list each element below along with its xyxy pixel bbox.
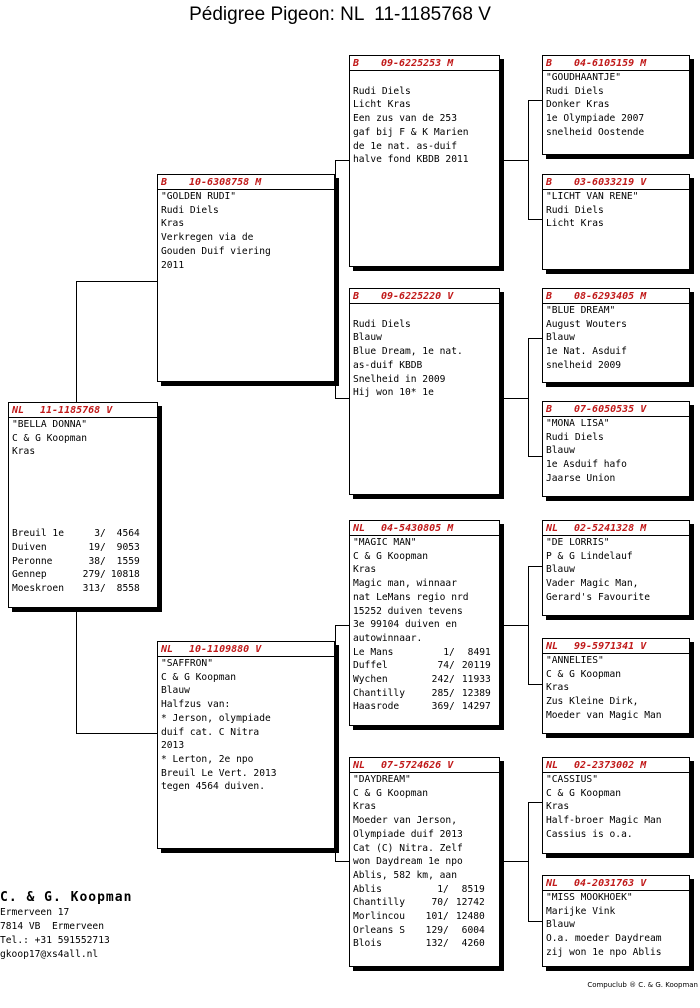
card-line: Zus Kleine Dirk, — [546, 696, 639, 708]
result-row: Orleans S 129 / 6004 — [353, 924, 485, 936]
card-line: Blauw — [353, 332, 382, 344]
card-header — [9, 404, 157, 418]
card-line: Blauw — [546, 919, 575, 931]
country-code: NL — [546, 641, 559, 652]
ring-number: 09-6225253 M — [381, 58, 454, 69]
card-line: P & G Lindelauf — [546, 550, 633, 562]
card-line: Rudi Diels — [546, 85, 604, 97]
card-header — [543, 290, 689, 304]
owner-phone: Tel.: +31 591552713 — [0, 935, 110, 946]
pigeon-card-mmf[interactable] — [542, 757, 690, 854]
card-line: 2013 — [161, 740, 185, 752]
card-line: Donker Kras — [546, 99, 610, 111]
pigeon-card-father[interactable] — [157, 174, 335, 382]
card-line: C & G Koopman — [546, 668, 622, 680]
owner-info — [0, 890, 132, 962]
card-line: C & G Koopman — [546, 787, 622, 799]
card-line: "SAFFRON" — [161, 658, 213, 669]
card-line: Breuil Le Vert. 2013 — [161, 767, 277, 779]
card-line: nat LeMans regio nrd — [353, 591, 469, 603]
card-line — [353, 304, 496, 318]
card-header — [543, 877, 689, 891]
result-row: Le Mans 1 / 8491 — [353, 646, 491, 658]
card-line: "ANNELIES" — [546, 655, 604, 666]
ring-number: 07-5724626 V — [381, 760, 454, 771]
card-line: Halfzus van: — [161, 699, 231, 711]
card-line: Rudi Diels — [353, 85, 411, 97]
ring-number: 04-6105159 M — [574, 58, 647, 69]
card-line: 1e Nat. Asduif — [546, 346, 627, 358]
card-line: 2011 — [161, 259, 185, 271]
card-header — [543, 403, 689, 417]
card-line: tegen 4564 duiven. — [161, 781, 265, 793]
card-header — [158, 176, 334, 190]
pigeon-card-ffm[interactable] — [542, 174, 690, 270]
card-line: Kras — [546, 682, 570, 694]
card-line: Licht Kras — [546, 218, 604, 230]
card-line: C & G Koopman — [353, 550, 429, 562]
card-line: Verkregen via de — [161, 232, 254, 244]
ring-number: 04-5430805 M — [381, 523, 454, 534]
card-header — [543, 759, 689, 773]
ring-number: 04-2031763 V — [574, 878, 647, 889]
card-line: C & G Koopman — [353, 787, 429, 799]
card-line: as-duif KBDB — [353, 359, 423, 371]
card-line: "LICHT VAN RENE" — [546, 191, 639, 202]
card-header — [350, 759, 499, 773]
card-line: Vader Magic Man, — [546, 578, 639, 590]
country-code: B — [546, 404, 553, 415]
card-line: Blauw — [546, 564, 575, 576]
result-row: Haasrode 369 / 14297 — [353, 701, 491, 713]
card-line: Ablis, 582 km, aan — [353, 869, 457, 881]
ring-number: 09-6225220 V — [381, 291, 454, 302]
pigeon-card-mfm[interactable] — [542, 638, 690, 734]
card-header — [350, 522, 499, 536]
country-code: B — [546, 177, 553, 188]
card-line: "GOUDHAANTJE" — [546, 72, 622, 83]
card-line: Snelheid in 2009 — [353, 373, 446, 385]
result-row: Chantilly 70 / 12742 — [353, 897, 485, 909]
card-line: * Lerton, 2e npo — [161, 753, 254, 765]
result-row: Ablis 1 / 8519 — [353, 883, 485, 895]
card-line: gaf bij F & K Marien — [353, 126, 469, 138]
card-line: Rudi Diels — [161, 204, 219, 216]
pigeon-card-mm[interactable] — [349, 757, 500, 967]
owner-postal: 7814 VB Ermerveen — [0, 921, 104, 932]
card-line: Marijke Vink — [546, 905, 616, 917]
pigeon-card-fff[interactable] — [542, 55, 690, 155]
card-line: Magic man, winnaar — [353, 578, 457, 590]
card-line: duif cat. C Nitra — [161, 726, 260, 738]
country-code: B — [546, 58, 553, 69]
ring-number: 08-6293405 M — [574, 291, 647, 302]
result-row: Morlincou 101 / 12480 — [353, 911, 485, 923]
country-code: NL — [353, 760, 366, 771]
pigeon-card-fm[interactable] — [349, 288, 500, 495]
card-line: Kras — [353, 564, 377, 576]
result-row: Wychen 242 / 11933 — [353, 674, 491, 686]
card-header — [543, 176, 689, 190]
card-line: Kras — [353, 801, 377, 813]
pigeon-card-ff[interactable] — [349, 55, 500, 267]
card-header — [543, 57, 689, 71]
pigeon-card-fmf[interactable] — [542, 288, 690, 383]
country-code: NL — [546, 878, 559, 889]
pigeon-card-mmm[interactable] — [542, 875, 690, 967]
card-line: zij won 1e npo Ablis — [546, 946, 662, 958]
country-code: NL — [353, 523, 366, 534]
result-row: Gennep 279 / 10818 — [12, 569, 140, 581]
country-code: B — [546, 291, 553, 302]
card-header — [543, 522, 689, 536]
card-line: Kras — [12, 446, 36, 458]
card-line: Blauw — [161, 685, 190, 697]
card-line: Gouden Duif viering — [161, 245, 271, 257]
card-line: August Wouters — [546, 318, 627, 330]
card-line — [353, 71, 496, 85]
card-line: "BELLA DONNA" — [12, 419, 88, 430]
card-header — [350, 290, 499, 304]
card-line: Moeder van Jerson, — [353, 815, 457, 827]
card-line: C & G Koopman — [12, 432, 88, 444]
result-row: Breuil 1e 3 / 4564 — [12, 528, 140, 540]
country-code: NL — [161, 644, 174, 655]
country-code: NL — [546, 760, 559, 771]
pigeon-card-mf[interactable] — [349, 520, 500, 726]
card-line: Licht Kras — [353, 99, 411, 111]
card-line: "MONA LISA" — [546, 418, 610, 429]
card-line: Kras — [546, 801, 570, 813]
result-row: Moeskroen 313 / 8558 — [12, 582, 140, 594]
ring-number: 99-5971341 V — [574, 641, 647, 652]
card-line: 15252 duiven tevens — [353, 605, 463, 617]
owner-email: gkoop17@xs4all.nl — [0, 949, 99, 960]
ring-number: 03-6033219 V — [574, 177, 647, 188]
result-row: Blois 132 / 4260 — [353, 938, 485, 950]
card-header — [350, 57, 499, 71]
ring-number: 10-6308758 M — [189, 177, 262, 188]
card-line: "DE LORRIS" — [546, 537, 610, 548]
card-line: * Jerson, olympiade — [161, 712, 271, 724]
card-line: Rudi Diels — [353, 318, 411, 330]
card-line: Olympiade duif 2013 — [353, 828, 463, 840]
card-line: Gerard's Favourite — [546, 591, 650, 603]
result-row: Chantilly 285 / 12389 — [353, 687, 491, 699]
result-row: Peronne 38 / 1559 — [12, 555, 140, 567]
card-line: Blue Dream, 1e nat. — [353, 346, 463, 358]
ring-number: 07-6050535 V — [574, 404, 647, 415]
card-line: Half-broer Magic Man — [546, 815, 662, 827]
card-line: Jaarse Union — [546, 472, 616, 484]
card-line: Cassius is o.a. — [546, 828, 633, 840]
pigeon-card-mother[interactable] — [157, 641, 335, 849]
card-line: autowinnaar. — [353, 632, 423, 644]
card-line: Kras — [161, 218, 185, 230]
card-line: Cat (C) Nitra. Zelf — [353, 842, 463, 854]
card-line: Een zus van de 253 — [353, 113, 457, 125]
card-line: Blauw — [546, 332, 575, 344]
ring-number: 10-1109880 V — [189, 644, 262, 655]
pigeon-card-fmm[interactable] — [542, 401, 690, 497]
ring-number: 02-2373002 M — [574, 760, 647, 771]
ring-number: 11-1185768 V — [40, 405, 113, 416]
country-code: B — [353, 291, 360, 302]
card-line: snelheid 2009 — [546, 359, 622, 371]
card-line: "MAGIC MAN" — [353, 537, 417, 548]
country-code: B — [353, 58, 360, 69]
result-row: Duiven 19 / 9053 — [12, 541, 140, 553]
card-line: Blauw — [546, 445, 575, 457]
owner-address: Ermerveen 17 — [0, 907, 70, 918]
card-line: Rudi Diels — [546, 431, 604, 443]
card-line: "GOLDEN RUDI" — [161, 191, 237, 202]
card-line: snelheid Oostende — [546, 126, 645, 138]
card-header — [543, 640, 689, 654]
card-line: Rudi Diels — [546, 204, 604, 216]
card-line: 1e Asduif hafo — [546, 459, 627, 471]
card-line: O.a. moeder Daydream — [546, 933, 662, 945]
card-line: halve fond KBDB 2011 — [353, 154, 469, 166]
card-line: "MISS MOOKHOEK" — [546, 892, 633, 903]
pigeon-card-subject[interactable] — [8, 402, 158, 608]
footer-credit: Compuclub ® C. & G. Koopman — [587, 981, 698, 989]
card-line: Hij won 10* 1e — [353, 387, 434, 399]
result-row: Duffel 74 / 20119 — [353, 660, 491, 672]
card-line: "DAYDREAM" — [353, 774, 411, 785]
card-line: "CASSIUS" — [546, 774, 598, 785]
card-line: won Daydream 1e npo — [353, 856, 463, 868]
page-title: Pédigree Pigeon: NL 11-1185768 V — [189, 4, 491, 25]
country-code: NL — [546, 523, 559, 534]
owner-name: C. & G. Koopman — [0, 890, 133, 905]
card-line: de 1e nat. as-duif — [353, 140, 457, 152]
pigeon-card-mff[interactable] — [542, 520, 690, 616]
country-code: NL — [12, 405, 25, 416]
card-line: 3e 99104 duiven en — [353, 619, 457, 631]
card-line: "BLUE DREAM" — [546, 305, 616, 316]
card-line: Moeder van Magic Man — [546, 709, 662, 721]
card-line: C & G Koopman — [161, 671, 237, 683]
ring-number: 02-5241328 M — [574, 523, 647, 534]
card-header — [158, 643, 334, 657]
card-line: 1e Olympiade 2007 — [546, 113, 645, 125]
country-code: B — [161, 177, 168, 188]
